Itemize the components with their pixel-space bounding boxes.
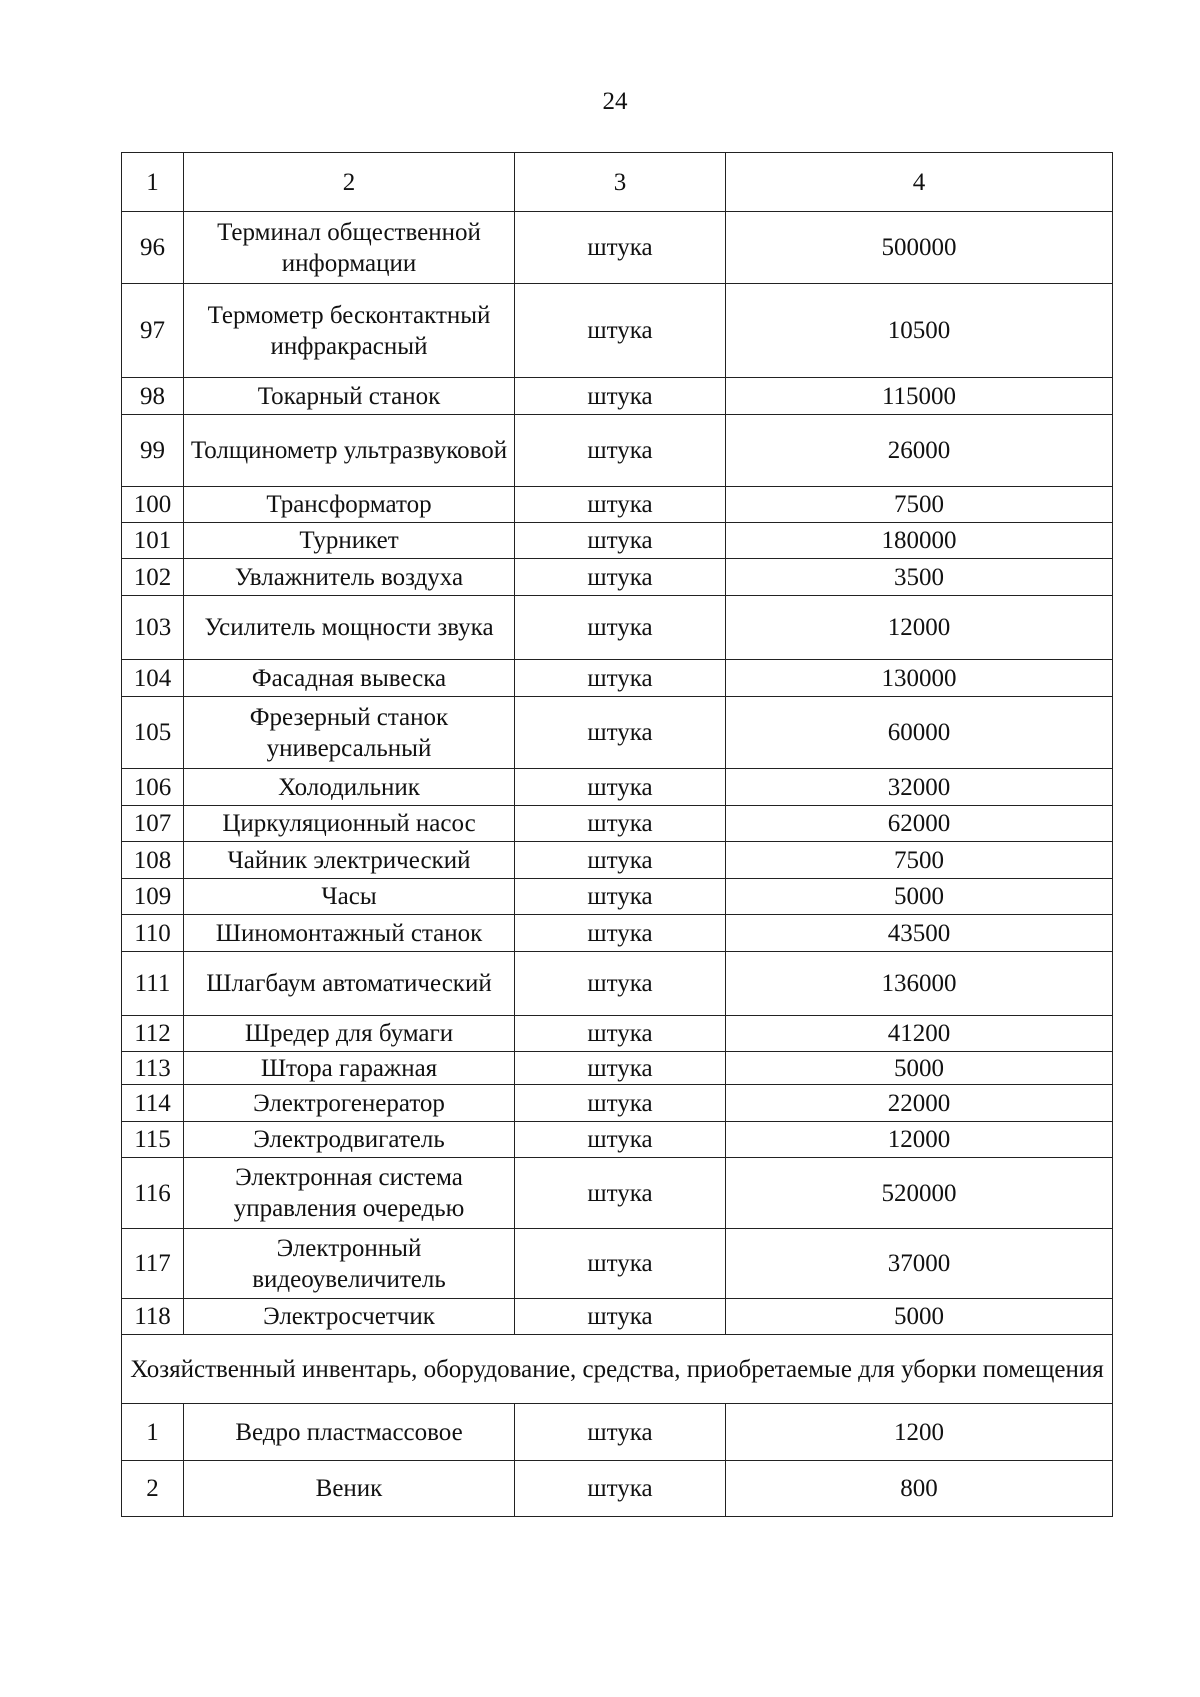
price-cell: 7500 [726,487,1113,523]
table-row [122,596,1113,660]
item-name-cell: Турникет [184,523,515,559]
item-name-cell: Ведро пластмассовое [184,1404,515,1461]
item-name-cell: Шиномонтажный станок [184,915,515,952]
section-header-row [122,1335,1113,1404]
table-row [122,1085,1113,1122]
row-number-cell: 98 [122,378,184,415]
row-number-cell: 111 [122,952,184,1016]
unit-cell: штука [515,596,726,660]
row-number-cell: 107 [122,806,184,842]
item-name-cell: Трансформатор [184,487,515,523]
table-row [122,378,1113,415]
item-name-cell: Электродвигатель [184,1122,515,1158]
price-cell: 7500 [726,842,1113,879]
unit-cell: штука [515,523,726,559]
row-number-cell: 106 [122,769,184,806]
price-cell: 5000 [726,879,1113,915]
unit-cell: штука [515,1016,726,1052]
unit-cell: штука [515,806,726,842]
row-number-cell: 110 [122,915,184,952]
unit-cell: штука [515,1461,726,1517]
row-number-cell: 116 [122,1158,184,1229]
price-cell: 800 [726,1461,1113,1517]
unit-cell: штука [515,284,726,378]
item-name-cell: Усилитель мощности звука [184,596,515,660]
price-cell: 41200 [726,1016,1113,1052]
table-row [122,415,1113,487]
column-header-number: 1 [122,153,184,212]
column-header-name: 2 [184,153,515,212]
row-number-cell: 101 [122,523,184,559]
page-number: 24 [602,88,628,115]
table-row [122,1158,1113,1229]
price-cell: 43500 [726,915,1113,952]
table-row [122,559,1113,596]
item-name-cell: Электрогенератор [184,1085,515,1122]
item-name-cell: Толщинометр ультразвуковой [184,415,515,487]
row-number-cell: 117 [122,1229,184,1299]
unit-cell: штука [515,1052,726,1085]
price-cell: 60000 [726,697,1113,769]
item-name-cell: Шлагбаум автоматический [184,952,515,1016]
unit-cell: штука [515,769,726,806]
table-row [122,1016,1113,1052]
item-name-cell: Холодильник [184,769,515,806]
column-header-price: 4 [726,153,1113,212]
table-row [122,915,1113,952]
item-name-cell: Термометр бесконтактный инфракрасный [184,284,515,378]
row-number-cell: 104 [122,660,184,697]
item-name-cell: Электросчетчик [184,1299,515,1335]
table-row [122,697,1113,769]
row-number-cell: 99 [122,415,184,487]
table-row [122,523,1113,559]
price-cell: 5000 [726,1299,1113,1335]
item-name-cell: Токарный станок [184,378,515,415]
item-name-cell: Чайник электрический [184,842,515,879]
unit-cell: штука [515,378,726,415]
table-row [122,1122,1113,1158]
table-header-row [122,153,1113,212]
unit-cell: штука [515,1404,726,1461]
price-cell: 3500 [726,559,1113,596]
price-cell: 115000 [726,378,1113,415]
unit-cell: штука [515,559,726,596]
row-number-cell: 114 [122,1085,184,1122]
price-cell: 5000 [726,1052,1113,1085]
price-cell: 10500 [726,284,1113,378]
item-name-cell: Шредер для бумаги [184,1016,515,1052]
price-cell: 12000 [726,1122,1113,1158]
unit-cell: штука [515,879,726,915]
item-name-cell: Фрезерный станок универсальный [184,697,515,769]
price-cell: 12000 [726,596,1113,660]
row-number-cell: 100 [122,487,184,523]
table-row [122,806,1113,842]
table-row [122,284,1113,378]
unit-cell: штука [515,1299,726,1335]
unit-cell: штука [515,1085,726,1122]
row-number-cell: 103 [122,596,184,660]
table-row [122,212,1113,284]
row-number-cell: 113 [122,1052,184,1085]
item-name-cell: Фасадная вывеска [184,660,515,697]
table-row [122,1461,1113,1517]
table-row [122,879,1113,915]
item-name-cell: Циркуляционный насос [184,806,515,842]
table-row [122,769,1113,806]
unit-cell: штука [515,915,726,952]
column-header-unit: 3 [515,153,726,212]
price-cell: 180000 [726,523,1113,559]
table-row [122,842,1113,879]
item-name-cell: Терминал общественной информации [184,212,515,284]
section-title: Хозяйственный инвентарь, оборудование, средства, приобретаемые для уборки помещения [122,1335,1113,1404]
table-row [122,952,1113,1016]
price-cell: 500000 [726,212,1113,284]
unit-cell: штука [515,1229,726,1299]
row-number-cell: 109 [122,879,184,915]
table-body [122,153,1113,1517]
row-number-cell: 96 [122,212,184,284]
unit-cell: штука [515,1158,726,1229]
item-name-cell: Электронная система управления очередью [184,1158,515,1229]
unit-cell: штука [515,415,726,487]
price-cell: 520000 [726,1158,1113,1229]
row-number-cell: 108 [122,842,184,879]
equipment-table [121,152,1113,1517]
table-row [122,1404,1113,1461]
row-number-cell: 118 [122,1299,184,1335]
row-number-cell: 105 [122,697,184,769]
unit-cell: штука [515,1122,726,1158]
row-number-cell: 1 [122,1404,184,1461]
price-cell: 1200 [726,1404,1113,1461]
price-cell: 136000 [726,952,1113,1016]
row-number-cell: 2 [122,1461,184,1517]
row-number-cell: 115 [122,1122,184,1158]
unit-cell: штука [515,487,726,523]
item-name-cell: Веник [184,1461,515,1517]
item-name-cell: Часы [184,879,515,915]
item-name-cell: Электронный видеоувеличитель [184,1229,515,1299]
unit-cell: штука [515,697,726,769]
table-row [122,1229,1113,1299]
price-cell: 37000 [726,1229,1113,1299]
price-cell: 130000 [726,660,1113,697]
row-number-cell: 102 [122,559,184,596]
unit-cell: штука [515,660,726,697]
table-row [122,1299,1113,1335]
table-row [122,1052,1113,1085]
unit-cell: штука [515,842,726,879]
unit-cell: штука [515,952,726,1016]
row-number-cell: 112 [122,1016,184,1052]
item-name-cell: Штора гаражная [184,1052,515,1085]
price-cell: 26000 [726,415,1113,487]
unit-cell: штука [515,212,726,284]
price-cell: 22000 [726,1085,1113,1122]
row-number-cell: 97 [122,284,184,378]
item-name-cell: Увлажнитель воздуха [184,559,515,596]
table-row [122,660,1113,697]
price-cell: 62000 [726,806,1113,842]
table-row [122,487,1113,523]
price-cell: 32000 [726,769,1113,806]
